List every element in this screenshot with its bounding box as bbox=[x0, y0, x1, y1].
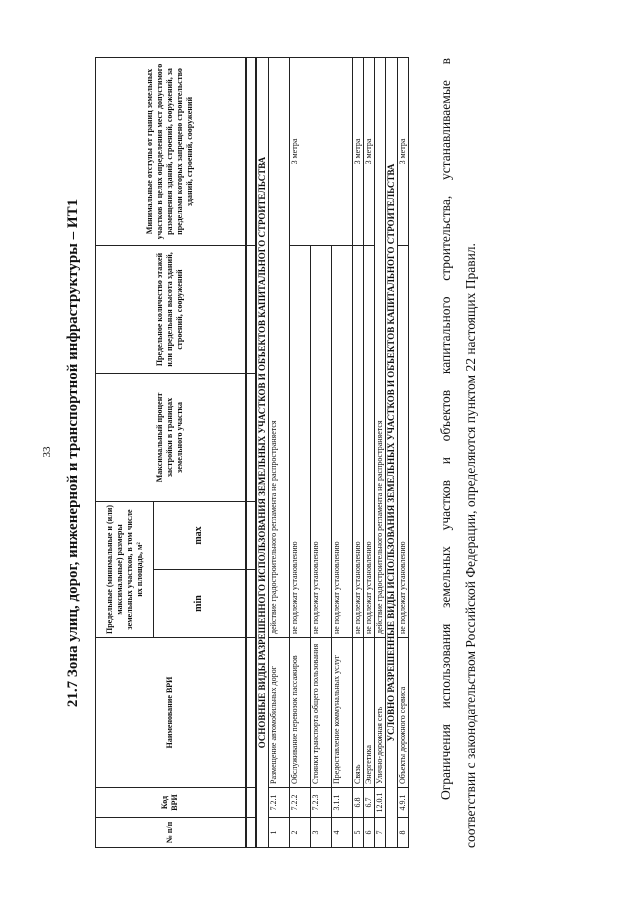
page-number: 33 bbox=[41, 446, 53, 458]
row-params: не подлежат установлению bbox=[310, 246, 331, 638]
header-setbacks: Минимальные отступы от границ земельных участков в целях определения мест допустимого размещения зданий, строений, сооружений, за пределами которых запрещено строительство зданий, строений, сооружений bbox=[96, 58, 246, 246]
row-code: 7.2.2 bbox=[289, 788, 310, 818]
row-setback: 3 метра bbox=[352, 58, 363, 246]
regulations-table bbox=[95, 57, 409, 848]
table-header-row bbox=[96, 58, 154, 848]
table-row bbox=[352, 58, 363, 848]
row-code: 6.7 bbox=[363, 788, 374, 818]
row-code: 3.1.1 bbox=[331, 788, 352, 818]
header-plot-sizes: Предельные (минимальные и (или) максимальные) размеры земельных участков, в том числе их площадь, м² bbox=[96, 502, 154, 638]
row-number: 7 bbox=[374, 818, 385, 848]
row-name: Стоянки транспорта общего пользования bbox=[310, 638, 331, 788]
row-number: 2 bbox=[289, 818, 310, 848]
header-max: max bbox=[154, 502, 246, 570]
row-name: Предоставление коммунальных услуг bbox=[331, 638, 352, 788]
row-params: не подлежат установлению bbox=[397, 246, 408, 638]
row-number: 8 bbox=[397, 818, 408, 848]
row-params: не подлежат установлению bbox=[331, 246, 352, 638]
restrictions-line-2: соответствии с законодательством Российской Федерации, определяются пунктом 22 настоящих Правил. bbox=[463, 243, 478, 848]
row-number: 4 bbox=[331, 818, 352, 848]
row-name: Обслуживание перевозок пассажиров bbox=[289, 638, 310, 788]
row-setback: 3 метра bbox=[289, 58, 352, 246]
header-code: Код ВРИ bbox=[96, 788, 246, 818]
header-build-percent: Максимальный процент застройки в границах земельного участка bbox=[96, 374, 246, 502]
header-min: min bbox=[154, 570, 246, 638]
row-name: Энергетика bbox=[363, 638, 374, 788]
restrictions-paragraph bbox=[433, 58, 483, 848]
row-setback: 3 метра bbox=[397, 58, 408, 246]
row-number: 3 bbox=[310, 818, 331, 848]
row-params: не подлежат установлению bbox=[352, 246, 363, 638]
row-number: 5 bbox=[352, 818, 363, 848]
section-conditional-row bbox=[385, 58, 397, 848]
restrictions-line-1: Ограничения использования земельных участков и объектов капитального строительства, устанавливаемые в bbox=[438, 58, 453, 800]
row-name: Объекты дорожного сервиса bbox=[397, 638, 408, 788]
zone-title: 21.7 Зона улиц, дорог, инженерной и транспортной инфраструктуры – ИТ1 bbox=[65, 198, 81, 708]
table-row bbox=[363, 58, 374, 848]
row-code: 7.2.1 bbox=[268, 788, 289, 818]
table-row bbox=[289, 58, 310, 848]
header-number: № п/п bbox=[96, 818, 246, 848]
section-conditional-label: УСЛОВНО РАЗРЕШЕННЫЕ ВИДЫ ИСПОЛЬЗОВАНИЯ ЗЕМЕЛЬНЫХ УЧАСТКОВ И ОБЪЕКТОВ КАПИТАЛЬНОГО СТРОИТЕЛЬСТВА bbox=[385, 58, 397, 848]
row-params: не подлежат установлению bbox=[289, 246, 310, 638]
table-row bbox=[397, 58, 408, 848]
table-row bbox=[374, 58, 385, 848]
row-params: действие градостроительного регламента не распространяется bbox=[374, 58, 385, 638]
section-main-row bbox=[256, 58, 269, 848]
row-setback: 3 метра bbox=[363, 58, 374, 246]
row-code: 12.0.1 bbox=[374, 788, 385, 818]
row-code: 4.9.1 bbox=[397, 788, 408, 818]
row-name: Улично-дорожная сеть bbox=[374, 638, 385, 788]
header-name: Наименование ВРИ bbox=[96, 638, 246, 788]
table-index-row bbox=[246, 58, 256, 848]
rotated-content bbox=[60, 58, 480, 848]
row-code: 7.2.3 bbox=[310, 788, 331, 818]
row-number: 1 bbox=[268, 818, 289, 848]
row-params: действие градостроительного регламента не распространяется bbox=[268, 58, 289, 638]
table-row bbox=[268, 58, 289, 848]
row-number: 6 bbox=[363, 818, 374, 848]
section-main-label: ОСНОВНЫЕ ВИДЫ РАЗРЕШЕННОГО ИСПОЛЬЗОВАНИЯ ЗЕМЕЛЬНЫХ УЧАСТКОВ И ОБЪЕКТОВ КАПИТАЛЬНОГО СТРОИТЕЛЬСТВА bbox=[256, 58, 269, 848]
row-params: не подлежат установлению bbox=[363, 246, 374, 638]
row-name: Размещение автомобильных дорог bbox=[268, 638, 289, 788]
header-floors: Предельное количество этажей или предельная высота зданий, строений, сооружений bbox=[96, 246, 246, 374]
row-code: 6.8 bbox=[352, 788, 363, 818]
row-name: Связь bbox=[352, 638, 363, 788]
